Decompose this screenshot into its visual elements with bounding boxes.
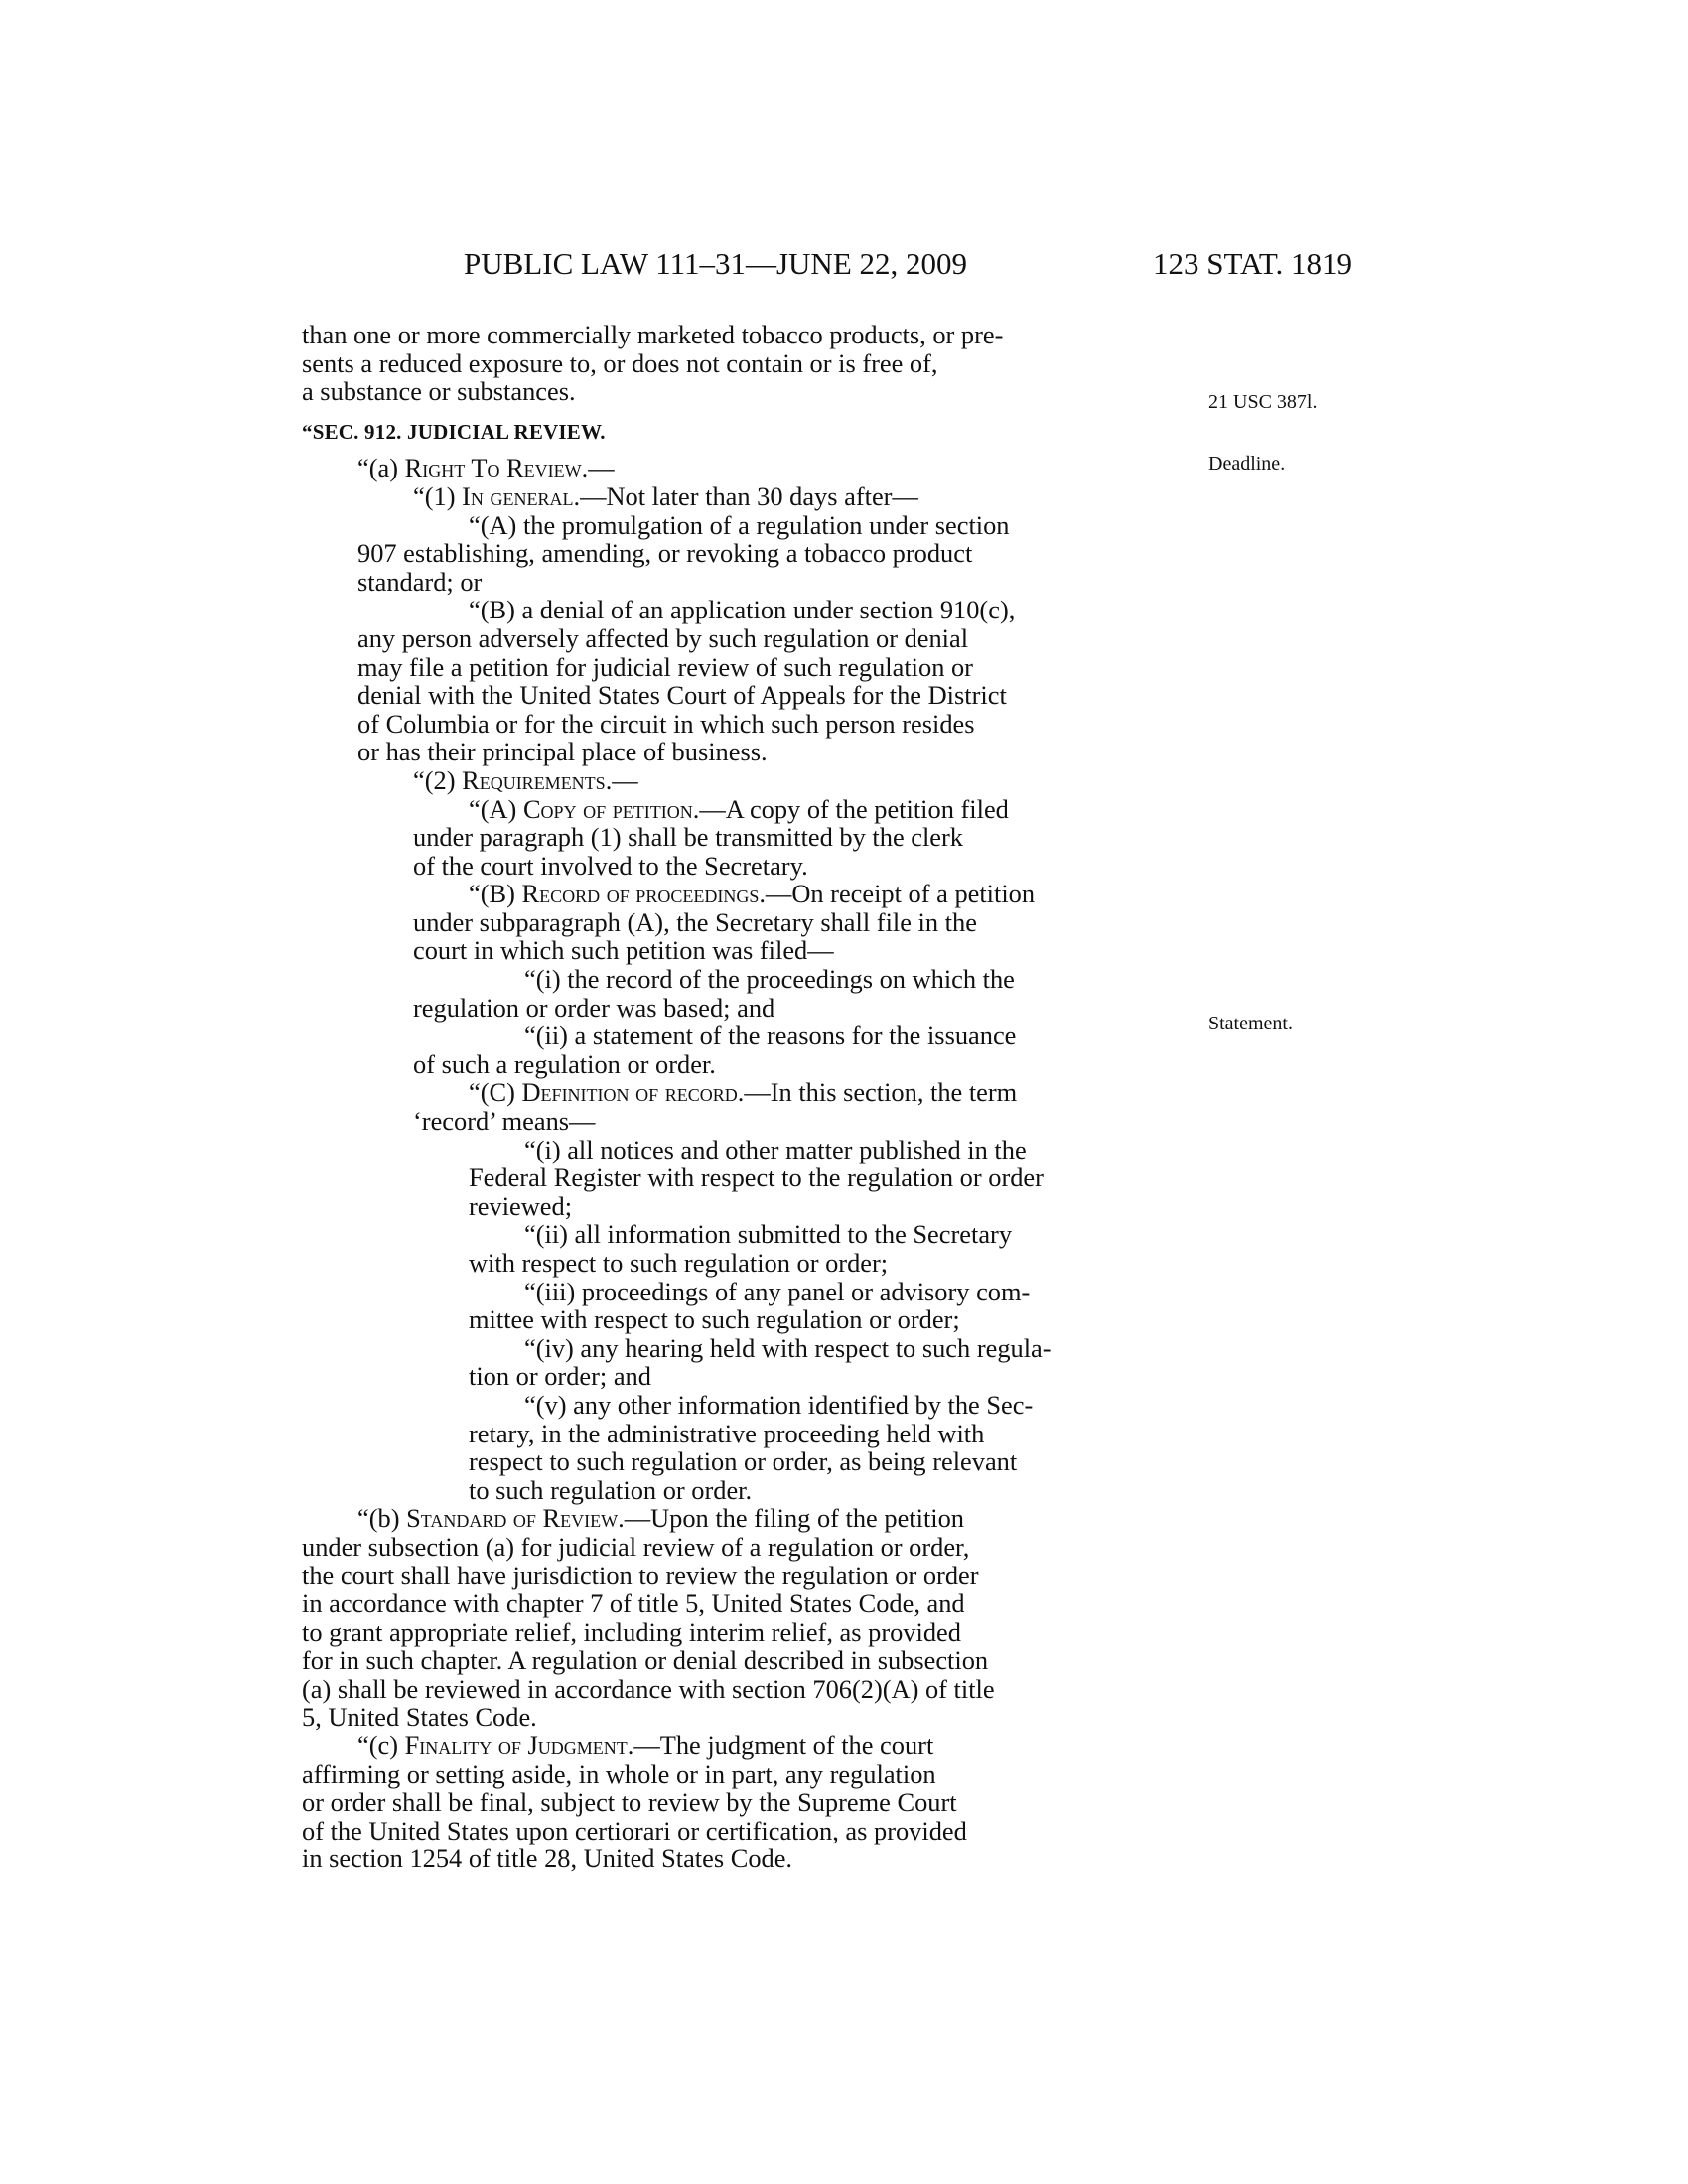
text-line: “(v) any other information identified by the Sec- [524,1389,1034,1420]
text-line: “(ii) a statement of the reasons for the issuance [524,1021,1017,1051]
text-line: “(B) Record of proceedings.—On receipt of a petition [469,879,1036,909]
text-line: under subparagraph (A), the Secretary shall file in the [413,906,977,937]
text-line: the court shall have jurisdiction to review the regulation or order [302,1560,979,1590]
page-header [0,246,1688,286]
section-heading: “SEC. 912. JUDICIAL REVIEW. [302,419,606,444]
subsection-c: “(c) Finality of Judgment.—The judgment of the court [357,1730,934,1761]
text-line: “(B) a denial of an application under section 910(c), [469,595,1016,625]
text-line: “(i) the record of the proceedings on which the [524,964,1015,995]
text-line: to grant appropriate relief, including interim relief, as provided [302,1616,961,1647]
text-line: may file a petition for judicial review of such regulation or [357,651,973,682]
text-line: “(i) all notices and other matter published in the [524,1134,1027,1164]
text-line: “(ii) all information submitted to the Secretary [524,1219,1013,1250]
subsection-a-heading: “(a) Right To Review.— [357,453,615,483]
margin-note-statement: Statement. [1208,1013,1293,1034]
text-line: or order shall be final, subject to review by the Supreme Court [302,1787,957,1818]
text-line: standard; or [357,566,483,597]
text-line: (a) shall be reviewed in accordance with section 706(2)(A) of title [302,1673,995,1704]
text-line: mittee with respect to such regulation or order; [469,1304,960,1335]
text-line: than one or more commercially marketed tobacco products, or pre- [302,320,1004,349]
text-line: of such a regulation or order. [413,1048,716,1079]
text-line: of Columbia or for the circuit in which such person resides [357,708,975,739]
text-line: to such regulation or order. [469,1474,753,1505]
statute-text [302,321,1180,1873]
text-line: a substance or substances. [302,376,576,407]
text-line: under subsection (a) for judicial review of a regulation or order, [302,1531,970,1562]
text-line: “(A) Copy of petition.—A copy of the petition filed [469,793,1009,824]
text-line: in section 1254 of title 28, United States Code. [302,1843,793,1874]
text-line: respect to such regulation or order, as being relevant [469,1446,1018,1477]
paragraph-a1: “(1) In general.—Not later than 30 days after— [413,480,918,511]
text-line: of the United States upon certiorari or certification, as provided [302,1815,967,1845]
text-line: “(iv) any hearing held with respect to such regula- [524,1332,1052,1363]
text-line: 907 establishing, amending, or revoking a tobacco product [357,538,973,569]
text-line: any person adversely affected by such regulation or denial [357,622,969,653]
text-line: Federal Register with respect to the regulation or order [469,1162,1044,1193]
text-line: court in which such petition was filed— [413,935,834,966]
text-line: of the court involved to the Secretary. [413,850,808,881]
text-line: regulation or order was based; and [413,992,775,1023]
text-line: affirming or setting aside, in whole or in part, any regulation [302,1758,936,1789]
text-line: ‘record’ means— [413,1106,596,1137]
text-line: under paragraph (1) shall be transmitted by the clerk [413,822,963,853]
text-line: for in such chapter. A regulation or denial described in subsection [302,1645,989,1676]
text-line: denial with the United States Court of Appeals for the District [357,680,1007,711]
margin-note-usc: 21 USC 387l. [1208,391,1318,413]
paragraph-a2: “(2) Requirements.— [413,764,638,795]
text-line: 5, United States Code. [302,1702,537,1732]
text-line: “(iii) proceedings of any panel or advisory com- [524,1276,1031,1306]
text-line: reviewed; [469,1190,573,1221]
margin-note-deadline: Deadline. [1208,453,1286,475]
header-title: PUBLIC LAW 111–31—JUNE 22, 2009 [464,246,968,281]
text-line: sents a reduced exposure to, or does not contain or is free of, [302,347,938,378]
text-line: or has their principal place of business. [357,737,768,767]
text-line: in accordance with chapter 7 of title 5, United States Code, and [302,1588,965,1619]
text-line: “(A) the promulgation of a regulation under section [469,509,1010,540]
text-line: retary, in the administrative proceeding held with [469,1418,985,1448]
text-line: tion or order; and [469,1361,651,1392]
text-line: with respect to such regulation or order; [469,1248,889,1278]
header-stat-citation: 123 STAT. 1819 [1153,246,1353,281]
text-line: “(C) Definition of record.—In this section, the term [469,1077,1018,1108]
subsection-b: “(b) Standard of Review.—Upon the filing of the petition [357,1503,964,1534]
